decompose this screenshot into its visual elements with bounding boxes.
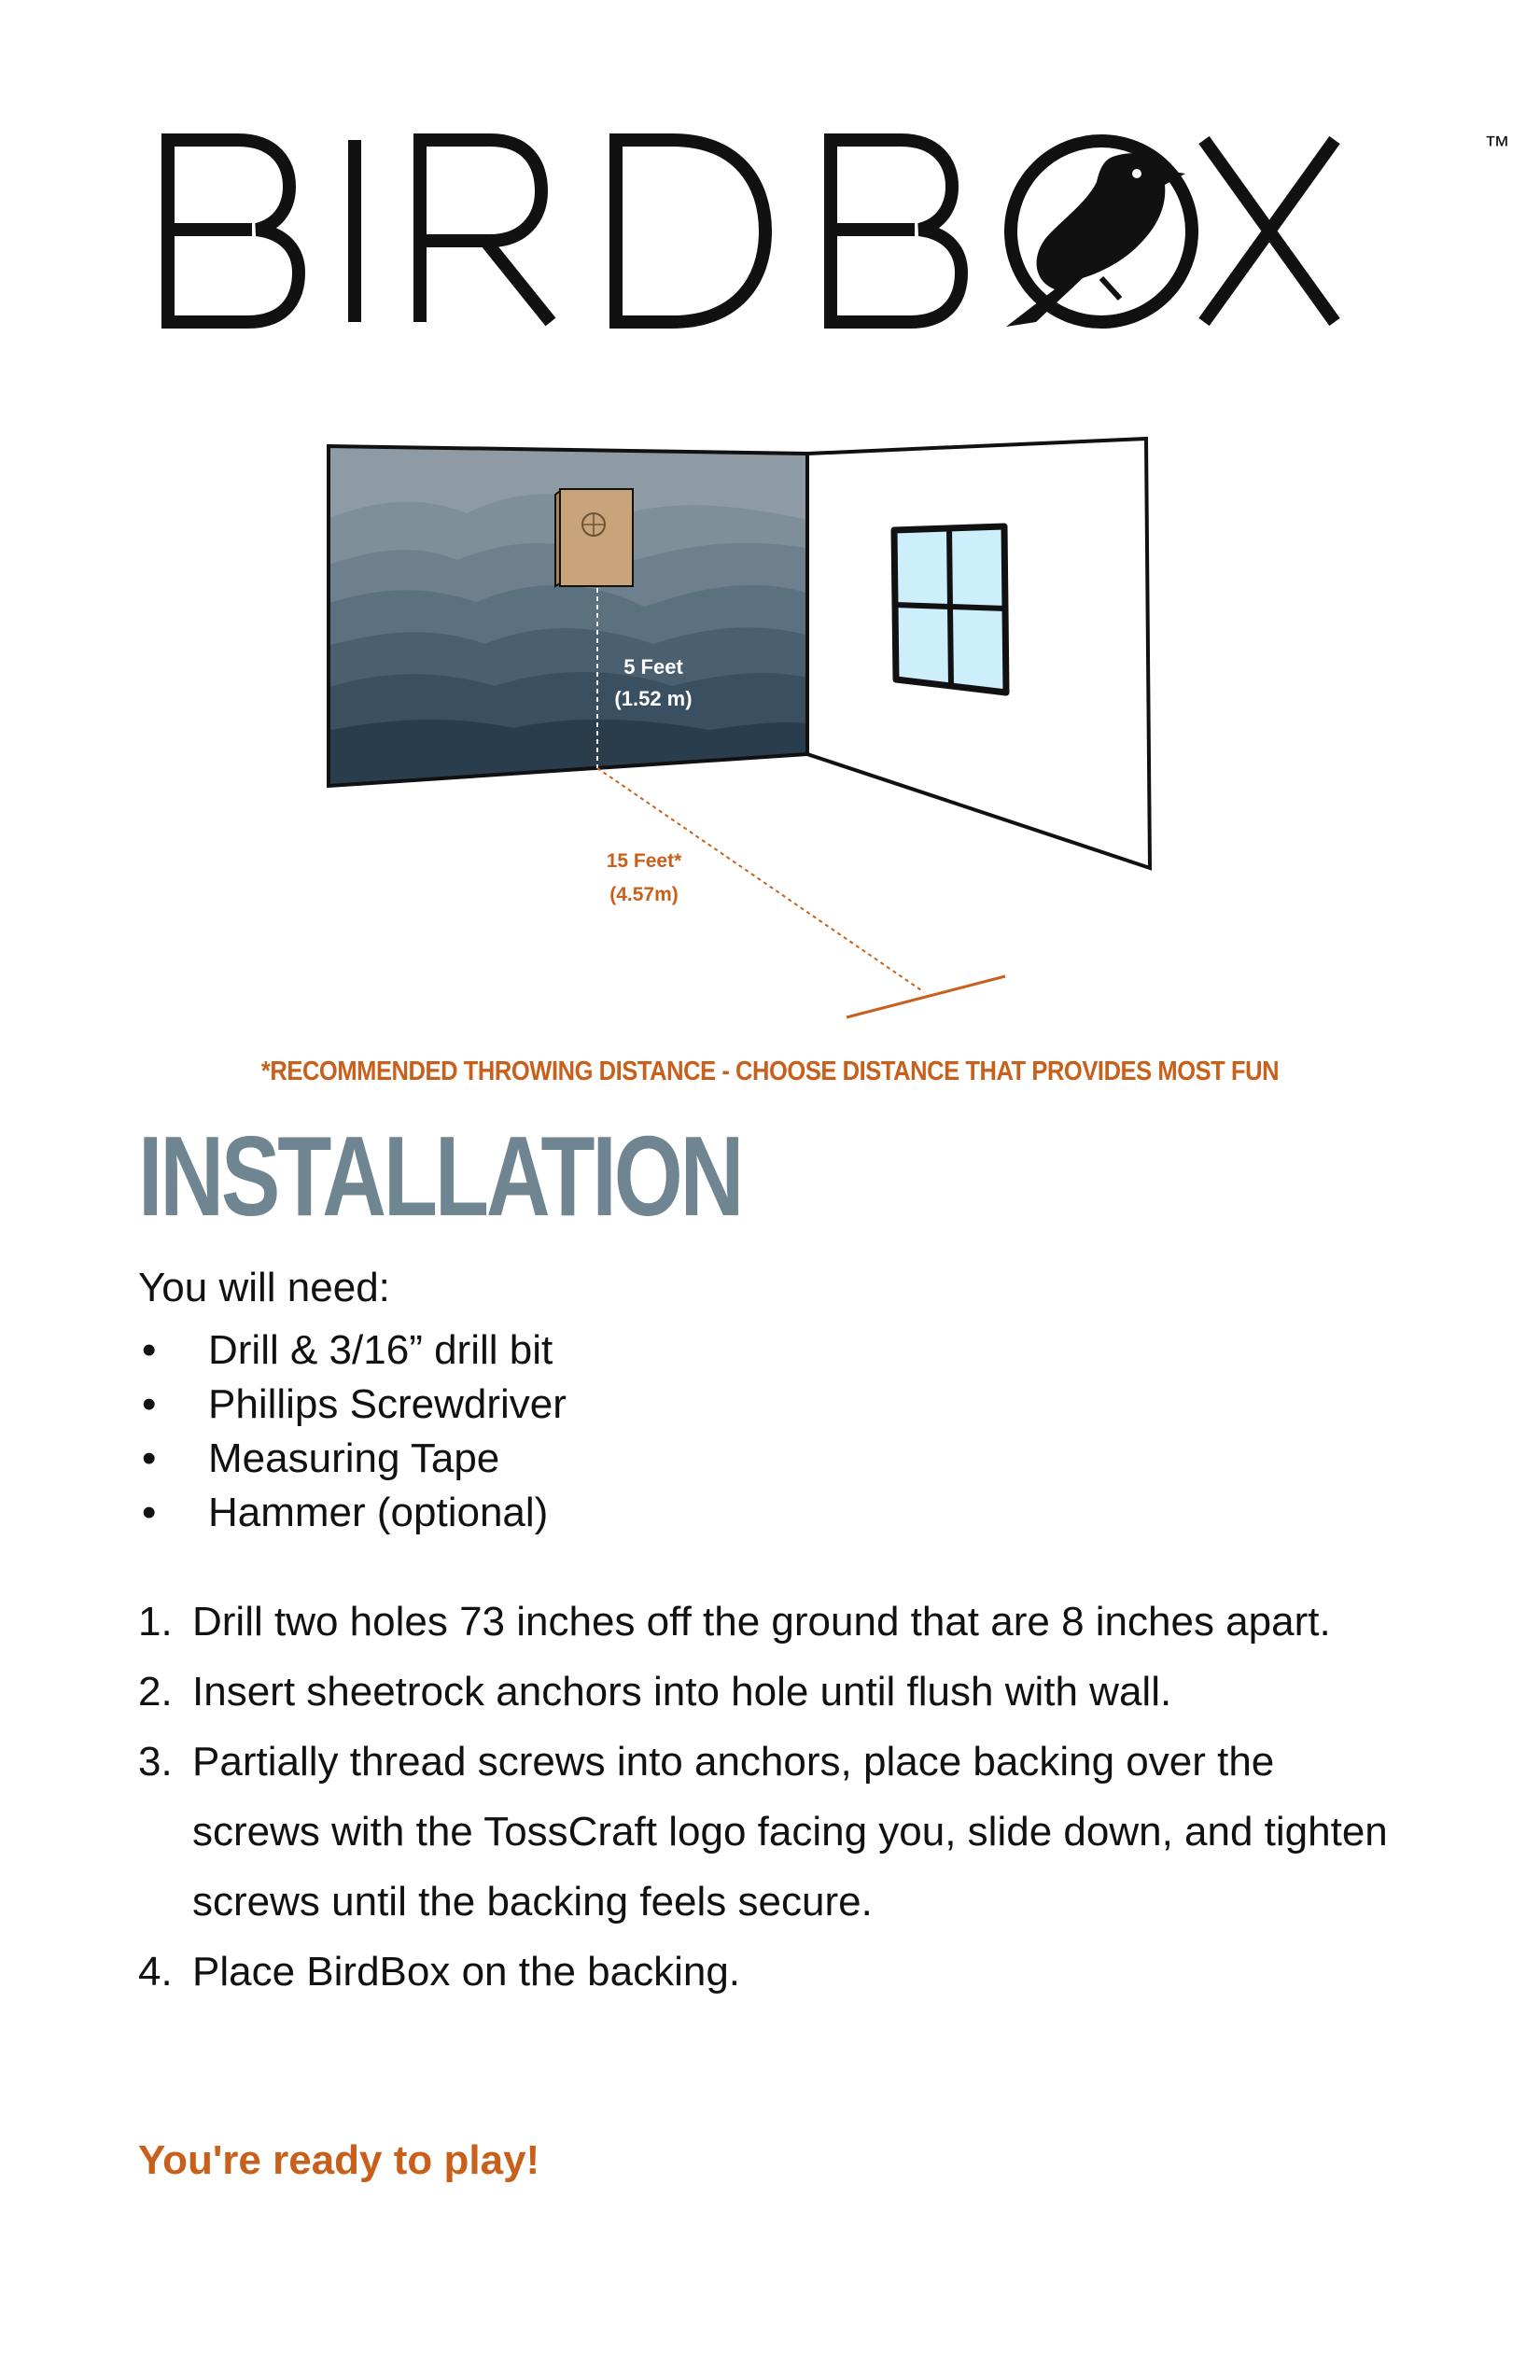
logo-letter-d <box>616 140 765 322</box>
installation-steps <box>138 1587 1398 2007</box>
ready-message: You're ready to play! <box>138 2137 540 2183</box>
tool-name: Hammer (optional) <box>208 1490 549 1535</box>
tools-list <box>138 1323 567 1540</box>
step-item <box>138 1937 1398 2007</box>
requirements-label: You will need: <box>138 1265 390 1310</box>
step-item <box>138 1587 1398 1657</box>
step-item <box>138 1727 1398 1937</box>
page-title: INSTALLATION <box>138 1113 742 1239</box>
bullet-icon: • <box>142 1490 157 1535</box>
height-label-feet: 5 Feet <box>623 655 683 679</box>
height-label <box>602 651 705 715</box>
logo-letter-b <box>168 140 299 322</box>
step-number: 3. <box>138 1739 173 1785</box>
trademark-symbol: ™ <box>1484 131 1510 160</box>
height-label-meters: (1.52 m) <box>614 687 693 710</box>
bullet-icon: • <box>142 1435 157 1481</box>
step-text: Place BirdBox on the backing. <box>192 1949 741 1995</box>
list-item <box>138 1323 567 1378</box>
birdbox-target <box>555 489 633 586</box>
bullet-icon: • <box>142 1327 157 1373</box>
distance-caption: *RECOMMENDED THROWING DISTANCE - CHOOSE DISTANCE THAT PROVIDES MOST FUN <box>260 1057 1280 1086</box>
window <box>894 526 1006 693</box>
brand-logo <box>159 112 1510 345</box>
logo-letter-x <box>1204 140 1335 322</box>
list-item <box>138 1378 567 1432</box>
list-item <box>138 1432 567 1486</box>
throw-line <box>847 976 1005 1017</box>
step-number: 2. <box>138 1669 173 1715</box>
logo-wordmark <box>159 112 1381 345</box>
step-text: Insert sheetrock anchors into hole until flush with wall. <box>192 1669 1172 1715</box>
bullet-icon: • <box>142 1381 157 1427</box>
tool-name: Measuring Tape <box>208 1435 500 1481</box>
step-item <box>138 1657 1398 1727</box>
logo-letter-b2 <box>831 140 961 322</box>
step-text: Drill two holes 73 inches off the ground that are 8 inches apart. <box>192 1599 1331 1645</box>
tool-name: Drill & 3/16” drill bit <box>208 1327 553 1373</box>
installation-diagram <box>317 411 1185 1045</box>
room-illustration <box>317 411 1185 1045</box>
list-item <box>138 1486 567 1540</box>
logo-letter-r <box>420 140 551 322</box>
step-number: 4. <box>138 1949 173 1995</box>
distance-label-meters: (4.57m) <box>609 884 679 905</box>
step-number: 1. <box>138 1599 173 1645</box>
step-text: Partially thread screws into anchors, place backing over the screws with the TossCraft logo facing you, slide down, and tighten screws until the backing feels secure. <box>192 1739 1388 1925</box>
distance-label <box>588 845 700 912</box>
mountain-wall <box>317 411 821 803</box>
distance-label-feet: 15 Feet* <box>606 850 682 872</box>
tool-name: Phillips Screwdriver <box>208 1381 567 1427</box>
